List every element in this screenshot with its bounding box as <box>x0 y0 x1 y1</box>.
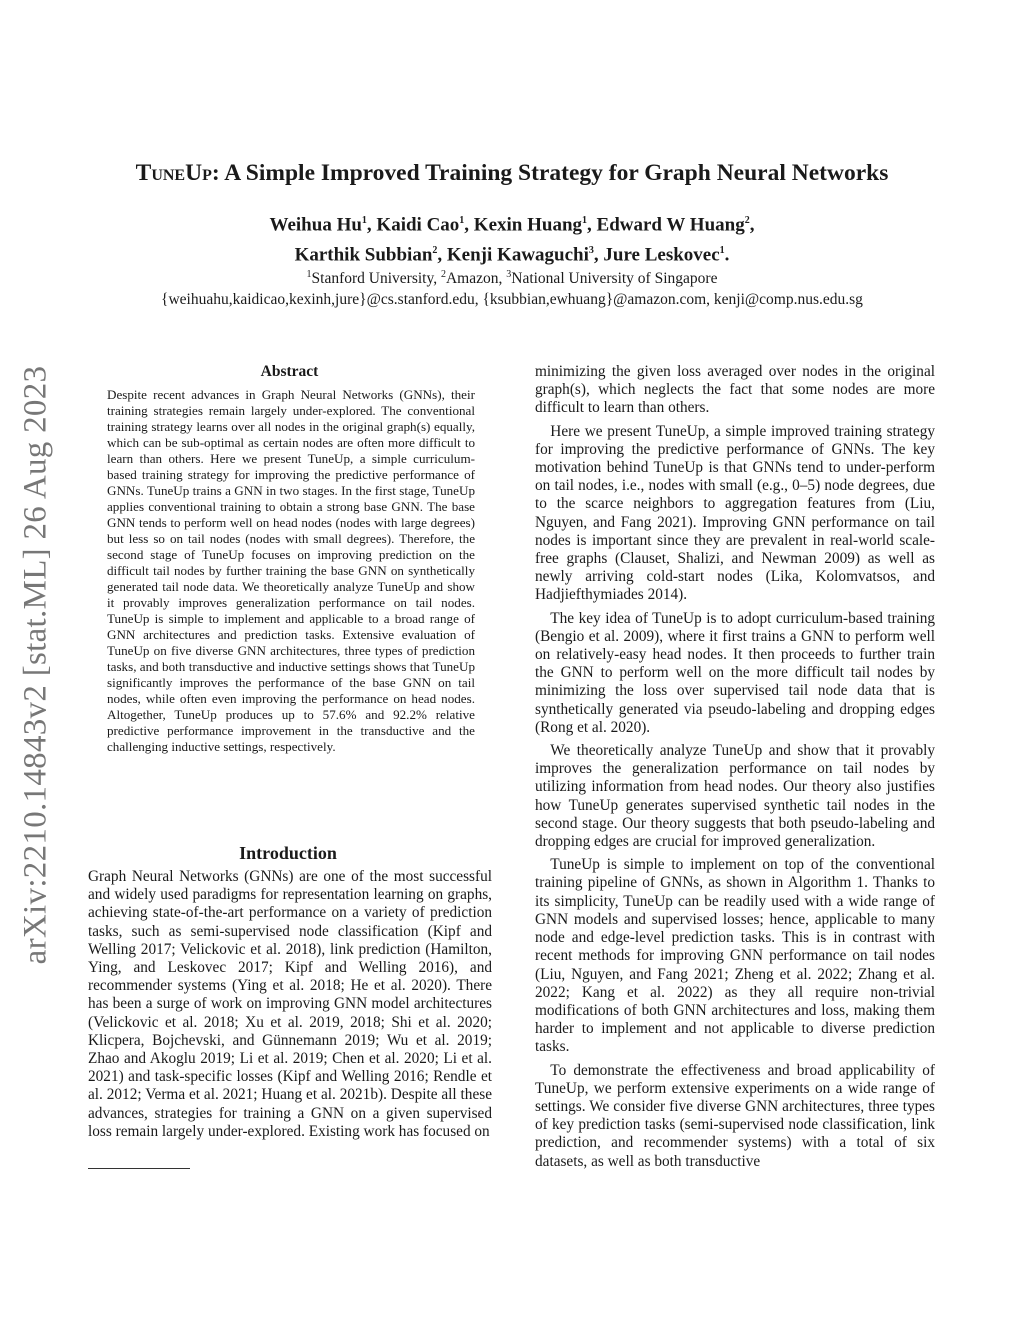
author-affiliation-mark: 1 <box>361 215 367 226</box>
introduction-paragraph: To demonstrate the effectiveness and broad applicability of TuneUp, we perform extensive experiments on a wide range of settings. We consider five diverse GNN architectures, three types of key prediction tasks (semi-supervised node classification, link prediction, and recommender systems) with a total of six datasets, as well as both transductive <box>535 1061 935 1170</box>
footnote-rule <box>88 1168 190 1169</box>
author-affiliation-mark: 1 <box>582 215 588 226</box>
introduction-paragraph: We theoretically analyze TuneUp and show that it provably improves the generalization performance on tail nodes by utilizing information from head nodes. Our theory also justifies how TuneUp generates supervised synthetic tail nodes in the second stage. Our theory suggests that both pseudo-labeling and dropping edges are crucial for improved generalization. <box>535 742 935 851</box>
affiliation-name: Amazon, <box>445 270 507 288</box>
author-affiliation-mark: 2 <box>744 215 750 226</box>
introduction-right-column <box>535 363 935 1176</box>
author-separator: , <box>587 214 597 236</box>
introduction-paragraph: The key idea of TuneUp is to adopt curriculum-based training (Bengio et al. 2009), where it first trains a GNN to perform well on relatively-easy head nodes. It then proceeds to further train the GNN to perform well on the more difficult tail nodes by minimizing the loss over supervised tail node data that is synthetically generated via pseudo-labeling and dropping edges (Rong et al. 2020). <box>535 609 935 736</box>
author-name: Edward W Huang <box>596 214 745 236</box>
introduction-heading: Introduction <box>239 843 337 863</box>
affiliation-mark: 2 <box>440 269 446 280</box>
author-separator: , <box>749 214 755 236</box>
affiliations-block <box>0 264 1024 310</box>
author-separator: , <box>366 214 377 236</box>
author-separator: , <box>437 244 447 266</box>
affiliations <box>0 264 1024 289</box>
arxiv-stamp-text: arXiv:2210.14843v2 [stat.ML] 26 Aug 2023 <box>17 365 54 965</box>
affiliation-name: Stanford University, <box>311 270 441 288</box>
author-separator: . <box>724 244 730 266</box>
affiliation-name: National University of Singapore <box>511 270 718 288</box>
introduction-paragraph: Here we present TuneUp, a simple improved training strategy for improving the predictive performance of GNNs. The key motivation behind TuneUp is that GNNs tend to under-perform on tail nodes, i.e., nodes with small (e.g., 0–5) node degrees, due to the scarce neighbors to aggregation features from (Liu, Nguyen, and Fang 2021). Improving GNN performance on tail nodes is important since they are prevalent in real-world scale-free graphs (Clauset, Shalizi, and Newman 2009) as well as newly arriving cold-start nodes (Lika, Kolomvatsos, and Hadjiefthymiades 2014). <box>535 422 935 604</box>
author-name: Kaidi Cao <box>376 214 460 236</box>
author-emails: {weihuahu,kaidicao,kexinh,jure}@cs.stanford.edu, {ksubbian,ewhuang}@amazon.com, kenji@comp.nus.edu.sg <box>161 291 863 309</box>
affiliation-mark: 1 <box>306 269 312 280</box>
introduction-paragraph: TuneUp is simple to implement on top of the conventional training pipeline of GNNs, as shown in Algorithm 1. Thanks to its simplicity, TuneUp can be readily used with a wide range of GNN models and supervised losses; hence, applicable to many node and edge-level prediction tasks. This is in contrast with recent methods for improving GNN performance on tail nodes (Liu, Nguyen, and Fang 2021; Zheng et al. 2022; Zhang et al. 2022; Kang et al. 2022) as they all require non-trivial modifications of both GNN architectures and loss, making them harder to implement and not applicable to diverse prediction tasks. <box>535 856 935 1056</box>
author-name: Jure Leskovec <box>603 244 720 266</box>
title-rest: : A Simple Improved Training Strategy for Graph Neural Networks <box>211 160 889 186</box>
affiliation-mark: 3 <box>506 269 512 280</box>
author-affiliation-mark: 2 <box>432 245 438 257</box>
author-name: Kenji Kawaguchi <box>446 244 589 266</box>
author-affiliation-mark: 1 <box>459 215 465 226</box>
author-list <box>0 208 1024 269</box>
author-line-1 <box>0 208 1024 238</box>
author-name: Weihua Hu <box>269 214 362 236</box>
author-name: Karthik Subbian <box>294 244 433 266</box>
author-name: Kexin Huang <box>473 214 583 236</box>
abstract-heading: Abstract <box>260 363 319 380</box>
arxiv-identifier-stamp <box>6 345 66 985</box>
abstract-text: Despite recent advances in Graph Neural Networks (GNNs), their training strategies remain largely under-explored. The conventional training strategy learns over all nodes in the original graph(s) equally, which can be sub-optimal as certain nodes are often more difficult to learn than others. Here we present TuneUp, a simple curriculum-based training strategy for improving the predictive performance of GNNs. TuneUp trains a GNN in two stages. In the first stage, TuneUp applies conventional training to obtain a strong base GNN. The base GNN tends to perform well on head nodes (nodes with large degrees) but less so on tail nodes (nodes with small degrees). Therefore, the second stage of TuneUp focuses on improving prediction on the difficult tail nodes by further training the base GNN on synthetically generated tail node data. We theoretically analyze TuneUp and show it provably improves generalization performance on tail nodes. TuneUp is simple to implement and applicable to a broad range of GNN architectures and prediction tasks. Extensive evaluation of TuneUp on five diverse GNN architectures, three types of prediction tasks, and both transductive and inductive settings shows that TuneUp significantly improves the performance of the base GNN on tail nodes, while often even improving the performance on head nodes. Altogether, TuneUp produces up to 57.6% and 92.2% relative predictive performance improvement in the transductive and the challenging inductive settings, respectively. <box>107 387 475 754</box>
paper-title <box>0 160 1024 187</box>
introduction-left-column: Graph Neural Networks (GNNs) are one of the most successful and widely used paradigms for representation learning on graphs, achieving state-of-the-art performance on a variety of prediction tasks, such as semi-supervised node classification (Kipf and Welling 2017; Velickovic et al. 2018), link prediction (Hamilton, Ying, and Leskovec 2017; Kipf and Welling 2016), and recommender systems (Ying et al. 2018; He et al. 2020). There has been a surge of work on improving GNN model architectures (Velickovic et al. 2018; Xu et al. 2019, 2018; Shi et al. 2020; Klicpera, Bojchevski, and Günnemann 2019; Wu et al. 2019; Zhao and Akoglu 2019; Li et al. 2019; Chen et al. 2020; Li et al. 2021) and task-specific losses (Kipf and Welling 2016; Rendle et al. 2012; Verma et al. 2021; Huang et al. 2021b). Despite all these advances, strategies for training a GNN on a given supervised loss remain largely under-explored. Existing work has focused on <box>88 868 492 1140</box>
author-affiliation-mark: 1 <box>719 245 725 257</box>
introduction-paragraph: minimizing the given loss averaged over nodes in the original graph(s), which neglects the fact that some nodes are more difficult to learn than others. <box>535 363 935 417</box>
title-method-name: TuneUp <box>135 160 212 186</box>
author-affiliation-mark: 3 <box>588 245 594 257</box>
author-separator: , <box>593 244 604 266</box>
author-separator: , <box>464 214 474 236</box>
